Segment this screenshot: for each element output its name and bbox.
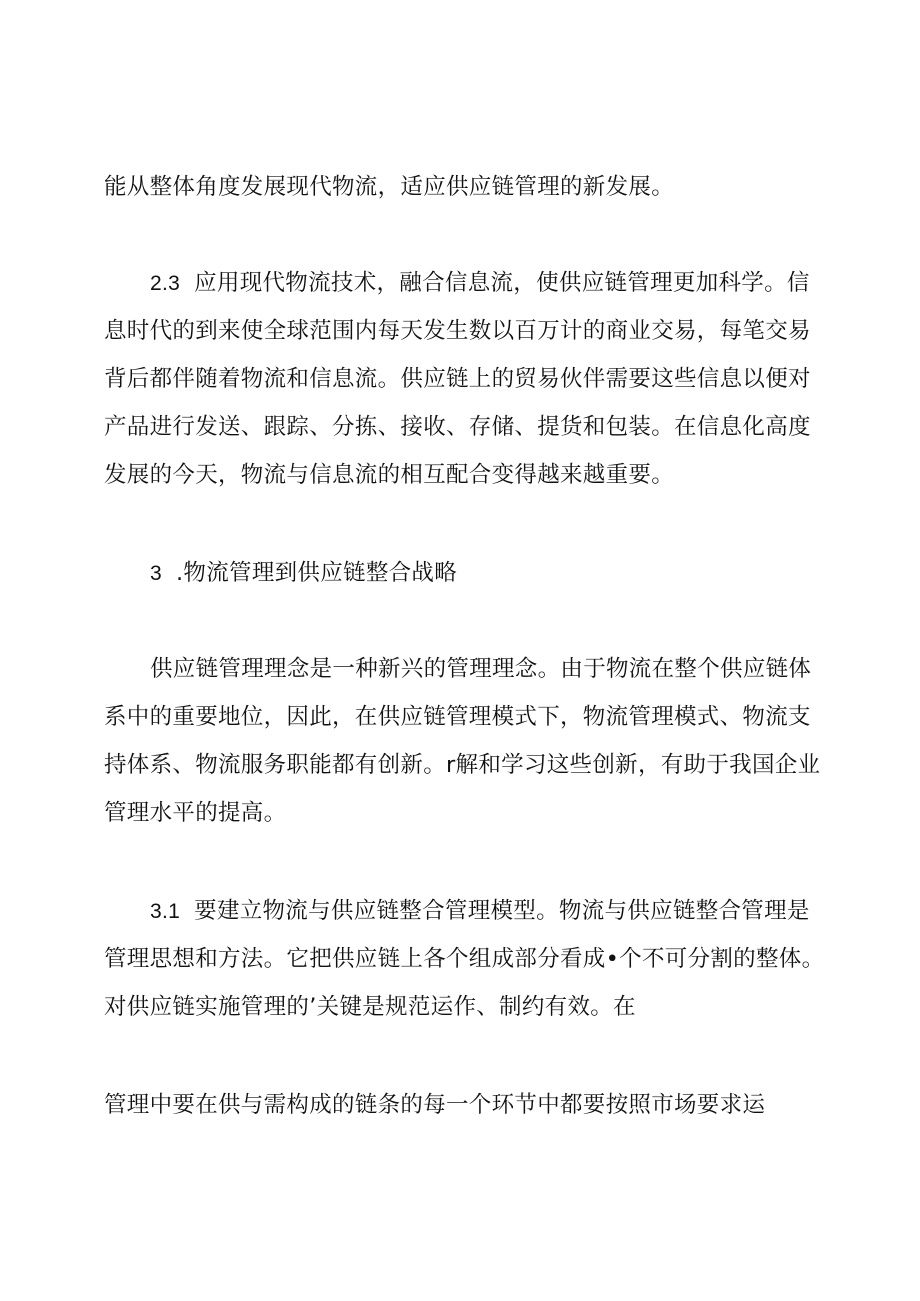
section-2-3-line-3: 背后都伴随着物流和信息流。供应链上的贸易伙伴需要这些信息以便对 bbox=[104, 366, 811, 392]
section-2-3-line-2: 息时代的到来使全球范围内每天发生数以百万计的商业交易，每笔交易 bbox=[104, 318, 811, 344]
section-2-3-line-4: 产品进行发送、跟踪、分拣、接收、存储、提货和包装。在信息化高度 bbox=[104, 414, 811, 440]
section-2-3-text-1: 应用现代物流技术，融合信息流，使供应链管理更加科学。信 bbox=[194, 270, 810, 296]
section-number-3-1: 3.1 bbox=[150, 900, 181, 923]
section-3-1-line-3: 对供应链实施管理的’关键是规范运作、制约有效。在 bbox=[104, 994, 636, 1020]
section-3-heading-text: .物流管理到供应链整合战略 bbox=[175, 560, 458, 586]
paragraph-3-line-1: 供应链管理理念是一种新兴的管理理念。由于物流在整个供应链体 bbox=[150, 656, 812, 682]
section-3-heading bbox=[150, 558, 457, 589]
paragraph-3-line-2: 系中的重要地位，因此，在供应链管理模式下，物流管理模式、物流支 bbox=[104, 704, 811, 730]
paragraph-5-line-1: 管理中要在供与需构成的链条的每一个环节中都要按照市场要求运 bbox=[104, 1092, 766, 1118]
paragraph-1-line-1: 能从整体角度发展现代物流，适应供应链管理的新发展。 bbox=[104, 174, 675, 200]
section-2-3-line-1 bbox=[150, 268, 810, 299]
section-2-3-line-5: 发展的今天，物流与信息流的相互配合变得越来越重要。 bbox=[104, 462, 675, 488]
section-number-2-3: 2.3 bbox=[150, 272, 181, 295]
section-3-1-line-1 bbox=[150, 896, 810, 927]
section-3-1-line-2: 管理思想和方法。它把供应链上各个组成部分看成•个不可分割的整体。 bbox=[104, 946, 825, 972]
section-number-3: 3 bbox=[150, 562, 162, 585]
section-3-1-text-1: 要建立物流与供应链整合管理模型。物流与供应链整合管理是 bbox=[194, 898, 810, 924]
paragraph-3-line-3: 持体系、物流服务职能都有创新。r解和学习这些创新，有助于我国企业 bbox=[104, 752, 821, 778]
paragraph-3-line-4: 管理水平的提高。 bbox=[104, 800, 287, 826]
